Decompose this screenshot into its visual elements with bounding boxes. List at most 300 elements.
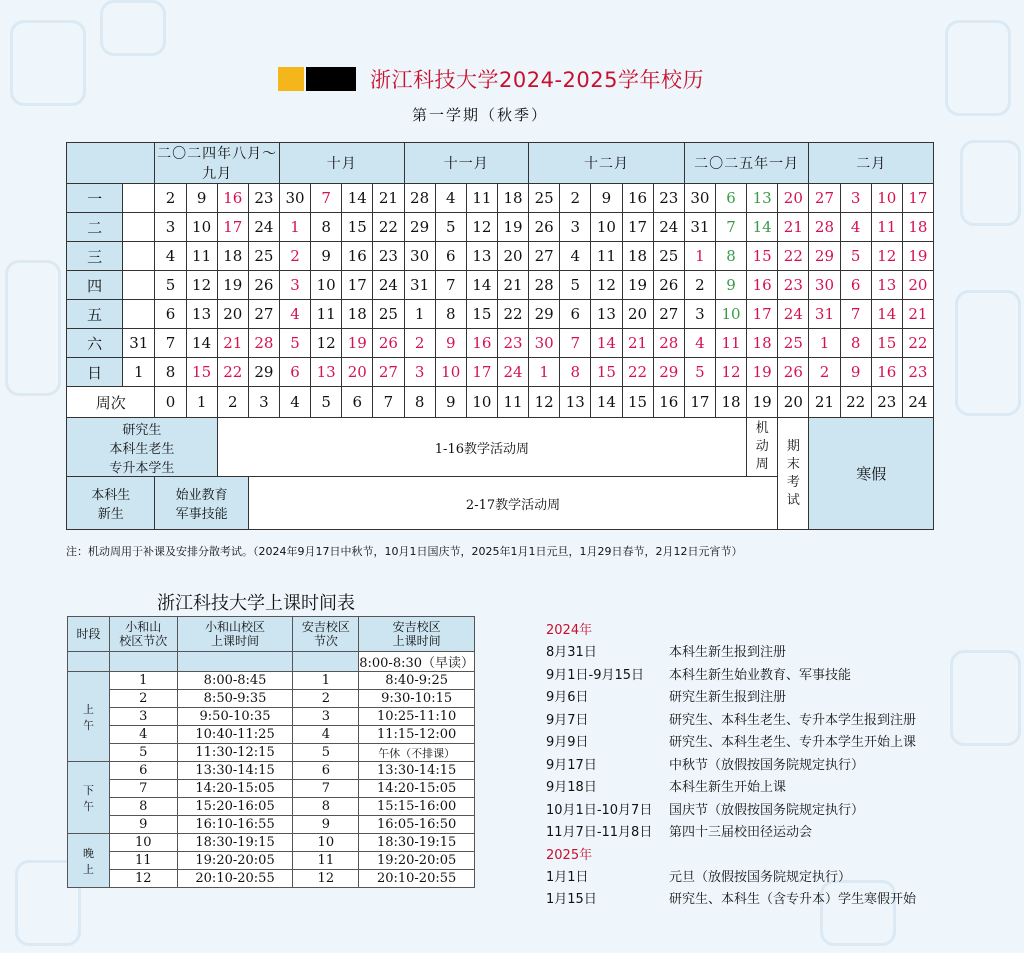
timetable-cell: 12 (109, 870, 177, 888)
date-cell: 29 (248, 358, 279, 387)
date-cell: 18 (902, 213, 933, 242)
date-cell: 30 (404, 242, 435, 271)
date-cell: 22 (778, 242, 809, 271)
timetable-cell: 18:30-19:15 (177, 834, 293, 852)
date-cell: 17 (622, 213, 653, 242)
date-cell: 7 (435, 271, 466, 300)
week-number: 21 (809, 387, 840, 418)
date-cell: 4 (684, 329, 715, 358)
date-cell: 12 (871, 242, 902, 271)
week-number: 23 (871, 387, 902, 418)
date-cell: 5 (684, 358, 715, 387)
timetable-cell: 5 (293, 744, 359, 762)
timetable-cell: 1 (109, 672, 177, 690)
timetable-header: 时段 (68, 617, 110, 652)
date-cell: 10 (591, 213, 622, 242)
timetable-empty-cell (109, 652, 177, 672)
date-cell: 6 (155, 300, 186, 329)
date-cell-extra (123, 184, 155, 213)
event-item (546, 687, 916, 710)
session-label-am: 上 午 (68, 672, 110, 762)
month-header: 十月 (279, 143, 404, 184)
timetable-cell: 13:30-14:15 (359, 762, 475, 780)
date-cell: 12 (186, 271, 217, 300)
date-cell: 21 (622, 329, 653, 358)
background-seal-stamp (960, 140, 1021, 226)
weekday-label: 二 (67, 213, 123, 242)
event-description: 本科生新生开始上课 (669, 780, 787, 795)
timetable-cell: 4 (293, 726, 359, 744)
date-cell: 31 (404, 271, 435, 300)
date-cell: 9 (435, 329, 466, 358)
school-calendar-table (66, 142, 934, 530)
date-cell: 10 (715, 300, 746, 329)
date-cell: 16 (747, 271, 778, 300)
date-cell: 28 (809, 213, 840, 242)
date-cell: 8 (311, 213, 342, 242)
date-cell: 10 (871, 184, 902, 213)
timetable-cell: 2 (109, 690, 177, 708)
weekday-label: 五 (67, 300, 123, 329)
date-cell: 13 (871, 271, 902, 300)
date-cell: 28 (529, 271, 560, 300)
week-number: 24 (902, 387, 933, 418)
events-list (546, 620, 916, 912)
date-cell: 21 (373, 184, 404, 213)
event-description: 元旦（放假按国务院规定执行） (669, 869, 852, 885)
event-item (546, 755, 916, 778)
date-cell: 20 (342, 358, 373, 387)
date-cell: 4 (435, 184, 466, 213)
event-item (546, 710, 916, 733)
date-cell: 13 (186, 300, 217, 329)
date-cell: 3 (840, 184, 871, 213)
date-cell: 24 (373, 271, 404, 300)
date-cell: 15 (747, 242, 778, 271)
flex-week: 机 动 周 (747, 418, 778, 477)
date-cell: 18 (622, 242, 653, 271)
date-cell: 26 (529, 213, 560, 242)
date-cell: 19 (217, 271, 248, 300)
weekday-label: 三 (67, 242, 123, 271)
date-cell: 5 (840, 242, 871, 271)
semester-subtitle: 第一学期（秋季） (412, 106, 549, 124)
background-seal-stamp (10, 20, 86, 106)
date-cell: 16 (466, 329, 497, 358)
date-cell: 5 (435, 213, 466, 242)
date-cell: 8 (560, 358, 591, 387)
date-cell: 26 (778, 358, 809, 387)
date-cell: 19 (902, 242, 933, 271)
event-item (546, 867, 916, 890)
date-cell: 11 (186, 242, 217, 271)
event-date: 9月6日 (546, 690, 589, 705)
event-date: 9月7日 (546, 712, 589, 728)
events-year-2025: 2025年 (546, 847, 593, 863)
date-cell: 11 (466, 184, 497, 213)
date-cell-extra (123, 271, 155, 300)
timetable-cell: 3 (293, 708, 359, 726)
event-date: 10月1日-10月7日 (546, 802, 653, 818)
group1-activity: 1-16教学活动周 (217, 418, 746, 477)
date-cell: 26 (248, 271, 279, 300)
date-cell: 21 (902, 300, 933, 329)
timetable-cell: 5 (109, 744, 177, 762)
date-cell: 23 (248, 184, 279, 213)
date-cell: 13 (591, 300, 622, 329)
timetable-cell: 12 (293, 870, 359, 888)
date-cell: 23 (373, 242, 404, 271)
date-cell: 22 (217, 358, 248, 387)
weekday-label: 一 (67, 184, 123, 213)
timetable-cell: 7 (109, 780, 177, 798)
week-number: 13 (560, 387, 591, 418)
date-cell: 16 (622, 184, 653, 213)
date-cell: 7 (840, 300, 871, 329)
date-cell: 6 (715, 184, 746, 213)
timetable-cell: 18:30-19:15 (359, 834, 475, 852)
timetable-cell: 4 (109, 726, 177, 744)
timetable-cell: 14:20-15:05 (359, 780, 475, 798)
date-cell: 27 (529, 242, 560, 271)
date-cell: 26 (373, 329, 404, 358)
date-cell: 29 (653, 358, 684, 387)
class-timetable (67, 616, 475, 888)
date-cell: 31 (684, 213, 715, 242)
event-description: 本科生新生始业教育、军事技能 (669, 667, 852, 683)
date-cell: 28 (653, 329, 684, 358)
date-cell: 25 (653, 242, 684, 271)
timetable-empty-cell (293, 652, 359, 672)
timetable-header: 小和山校区 上课时间 (177, 617, 293, 652)
timetable-title: 浙江科技大学上课时间表 (157, 593, 355, 614)
event-item (546, 800, 916, 823)
date-cell: 2 (684, 271, 715, 300)
week-number: 18 (715, 387, 746, 418)
date-cell: 12 (311, 329, 342, 358)
event-date: 1月15日 (546, 892, 597, 907)
event-description: 研究生新生报到注册 (669, 690, 787, 705)
date-cell: 9 (715, 271, 746, 300)
date-cell: 5 (560, 271, 591, 300)
date-cell: 8 (155, 358, 186, 387)
week-number: 20 (778, 387, 809, 418)
week-number: 10 (466, 387, 497, 418)
date-cell: 15 (871, 329, 902, 358)
week-number: 22 (840, 387, 871, 418)
date-cell: 19 (747, 358, 778, 387)
date-cell: 10 (186, 213, 217, 242)
date-cell: 3 (684, 300, 715, 329)
week-number: 2 (217, 387, 248, 418)
date-cell: 18 (747, 329, 778, 358)
date-cell: 19 (497, 213, 528, 242)
timetable-cell: 11:30-12:15 (177, 744, 293, 762)
weekday-label: 日 (67, 358, 123, 387)
date-cell: 13 (747, 184, 778, 213)
date-cell: 14 (871, 300, 902, 329)
date-cell: 17 (342, 271, 373, 300)
timetable-cell: 午休（不排课） (359, 744, 475, 762)
date-cell: 6 (840, 271, 871, 300)
event-item (546, 642, 916, 665)
background-seal-stamp (950, 650, 1021, 746)
date-cell: 13 (311, 358, 342, 387)
exam-week: 期 末 考 试 (778, 418, 809, 530)
week-number: 11 (497, 387, 528, 418)
timetable-cell: 13:30-14:15 (177, 762, 293, 780)
month-header: 二月 (809, 143, 934, 184)
week-number: 7 (373, 387, 404, 418)
date-cell: 4 (560, 242, 591, 271)
date-cell: 15 (342, 213, 373, 242)
event-date: 9月17日 (546, 757, 597, 773)
date-cell-extra (123, 242, 155, 271)
date-cell: 23 (653, 184, 684, 213)
timetable-cell: 9:30-10:15 (359, 690, 475, 708)
timetable-empty-cell (68, 652, 110, 672)
date-cell: 25 (529, 184, 560, 213)
group2-orientation: 始业教育 军事技能 (155, 477, 248, 530)
date-cell: 20 (622, 300, 653, 329)
date-cell: 20 (497, 242, 528, 271)
date-cell: 7 (155, 329, 186, 358)
timetable-header: 小和山 校区节次 (109, 617, 177, 652)
week-number: 8 (404, 387, 435, 418)
event-description: 研究生、本科生老生、专升本学生开始上课 (669, 735, 917, 750)
date-cell-extra: 1 (123, 358, 155, 387)
background-seal-stamp (100, 0, 166, 56)
date-cell: 8 (715, 242, 746, 271)
date-cell: 14 (186, 329, 217, 358)
timetable-header: 安吉校区 节次 (293, 617, 359, 652)
timetable-cell: 2 (293, 690, 359, 708)
timetable-cell: 15:20-16:05 (177, 798, 293, 816)
winter-break: 寒假 (809, 418, 934, 530)
event-date: 8月31日 (546, 645, 597, 660)
logo-redacted-block (306, 67, 356, 91)
event-item (546, 889, 916, 912)
weekday-label: 四 (67, 271, 123, 300)
week-number: 3 (248, 387, 279, 418)
timetable-cell: 9:50-10:35 (177, 708, 293, 726)
date-cell: 23 (497, 329, 528, 358)
date-cell: 18 (497, 184, 528, 213)
timetable-cell: 1 (293, 672, 359, 690)
date-cell: 30 (684, 184, 715, 213)
date-cell: 4 (155, 242, 186, 271)
session-label-eve: 晚 上 (68, 834, 110, 888)
date-cell: 11 (311, 300, 342, 329)
date-cell: 15 (186, 358, 217, 387)
date-cell: 21 (217, 329, 248, 358)
timetable-cell: 10 (293, 834, 359, 852)
date-cell: 27 (653, 300, 684, 329)
week-number: 4 (279, 387, 310, 418)
event-description: 研究生、本科生老生、专升本学生报到注册 (669, 712, 917, 728)
date-cell: 16 (217, 184, 248, 213)
timetable-cell: 10:25-11:10 (359, 708, 475, 726)
month-header: 十二月 (529, 143, 685, 184)
timetable-cell: 10 (109, 834, 177, 852)
date-cell: 1 (404, 300, 435, 329)
timetable-cell: 16:10-16:55 (177, 816, 293, 834)
timetable-cell: 10:40-11:25 (177, 726, 293, 744)
event-date: 1月1日 (546, 869, 589, 885)
month-header: 二〇二四年八月～九月 (155, 143, 280, 184)
date-cell: 9 (186, 184, 217, 213)
date-cell: 6 (435, 242, 466, 271)
event-date: 9月1日-9月15日 (546, 667, 645, 683)
date-cell: 19 (342, 329, 373, 358)
date-cell: 24 (778, 300, 809, 329)
event-item (546, 665, 916, 688)
date-cell: 4 (840, 213, 871, 242)
date-cell: 12 (715, 358, 746, 387)
timetable-cell: 11 (109, 852, 177, 870)
background-seal-stamp (945, 20, 1011, 116)
date-cell: 5 (155, 271, 186, 300)
date-cell: 25 (373, 300, 404, 329)
date-cell: 6 (279, 358, 310, 387)
event-description: 中秋节（放假按国务院规定执行） (669, 757, 865, 773)
event-item (546, 732, 916, 755)
date-cell: 22 (373, 213, 404, 242)
date-cell: 9 (591, 184, 622, 213)
date-cell: 11 (871, 213, 902, 242)
session-label-pm: 下 午 (68, 762, 110, 834)
date-cell: 9 (311, 242, 342, 271)
week-number: 0 (155, 387, 186, 418)
timetable-cell: 8:40-9:25 (359, 672, 475, 690)
date-cell: 3 (404, 358, 435, 387)
date-cell: 28 (248, 329, 279, 358)
date-cell: 11 (715, 329, 746, 358)
date-cell: 15 (591, 358, 622, 387)
date-cell: 18 (217, 242, 248, 271)
date-cell: 11 (591, 242, 622, 271)
timetable-cell: 19:20-20:05 (359, 852, 475, 870)
date-cell: 17 (902, 184, 933, 213)
logo-yellow-block (278, 67, 304, 91)
date-cell: 2 (560, 184, 591, 213)
date-cell: 30 (809, 271, 840, 300)
timetable-cell: 11:15-12:00 (359, 726, 475, 744)
event-description: 本科生新生报到注册 (669, 645, 787, 660)
date-cell-extra (123, 300, 155, 329)
date-cell: 12 (591, 271, 622, 300)
background-seal-stamp (5, 260, 61, 396)
timetable-cell: 6 (293, 762, 359, 780)
date-cell: 21 (778, 213, 809, 242)
timetable-header: 安吉校区 上课时间 (359, 617, 475, 652)
date-cell: 7 (560, 329, 591, 358)
date-cell: 24 (653, 213, 684, 242)
timetable-cell: 7 (293, 780, 359, 798)
date-cell: 31 (809, 300, 840, 329)
week-number: 1 (186, 387, 217, 418)
date-cell: 23 (778, 271, 809, 300)
date-cell: 2 (809, 358, 840, 387)
date-cell: 16 (871, 358, 902, 387)
date-cell: 29 (404, 213, 435, 242)
date-cell: 25 (778, 329, 809, 358)
timetable-cell: 8:00-8:45 (177, 672, 293, 690)
group1-label: 研究生 本科生老生 专升本学生 (67, 418, 218, 477)
week-number-label: 周次 (67, 387, 155, 418)
date-cell: 7 (715, 213, 746, 242)
group2-label: 本科生 新生 (67, 477, 155, 530)
date-cell: 18 (342, 300, 373, 329)
timetable-empty-cell (177, 652, 293, 672)
date-cell: 25 (248, 242, 279, 271)
date-cell: 28 (404, 184, 435, 213)
page-title: 浙江科技大学2024-2025学年校历 (370, 68, 704, 92)
week-number: 5 (311, 387, 342, 418)
date-cell: 17 (466, 358, 497, 387)
date-cell: 26 (653, 271, 684, 300)
timetable-cell: 8 (293, 798, 359, 816)
date-cell: 27 (248, 300, 279, 329)
date-cell: 1 (684, 242, 715, 271)
date-cell: 30 (279, 184, 310, 213)
timetable-cell: 15:15-16:00 (359, 798, 475, 816)
timetable-cell: 9 (293, 816, 359, 834)
date-cell: 22 (902, 329, 933, 358)
group2-activity: 2-17教学活动周 (248, 477, 777, 530)
event-date: 9月18日 (546, 780, 597, 795)
week-number: 17 (684, 387, 715, 418)
date-cell: 3 (279, 271, 310, 300)
date-cell: 16 (342, 242, 373, 271)
event-date: 11月7日-11月8日 (546, 825, 653, 840)
date-cell: 2 (155, 184, 186, 213)
week-number: 14 (591, 387, 622, 418)
date-cell: 10 (435, 358, 466, 387)
timetable-cell: 14:20-15:05 (177, 780, 293, 798)
date-cell: 12 (466, 213, 497, 242)
date-cell: 29 (809, 242, 840, 271)
timetable-cell: 9 (109, 816, 177, 834)
date-cell: 10 (311, 271, 342, 300)
date-cell: 14 (466, 271, 497, 300)
date-cell: 1 (809, 329, 840, 358)
date-cell: 14 (591, 329, 622, 358)
date-cell: 15 (466, 300, 497, 329)
date-cell: 14 (747, 213, 778, 242)
timetable-cell: 6 (109, 762, 177, 780)
date-cell: 2 (404, 329, 435, 358)
date-cell: 17 (217, 213, 248, 242)
week-number: 15 (622, 387, 653, 418)
date-cell: 22 (497, 300, 528, 329)
date-cell: 20 (902, 271, 933, 300)
date-cell: 5 (279, 329, 310, 358)
week-number: 9 (435, 387, 466, 418)
date-cell: 6 (560, 300, 591, 329)
morning-reading: 8:00-8:30（早读） (359, 652, 475, 672)
timetable-cell: 20:10-20:55 (359, 870, 475, 888)
date-cell: 4 (279, 300, 310, 329)
event-description: 研究生、本科生（含专升本）学生寒假开始 (669, 892, 917, 907)
date-cell: 7 (311, 184, 342, 213)
date-cell: 29 (529, 300, 560, 329)
timetable-cell: 20:10-20:55 (177, 870, 293, 888)
timetable-cell: 8 (109, 798, 177, 816)
background-seal-stamp (955, 290, 1021, 416)
event-description: 国庆节（放假按国务院规定执行） (669, 802, 865, 818)
event-description: 第四十三届校田径运动会 (669, 825, 813, 840)
